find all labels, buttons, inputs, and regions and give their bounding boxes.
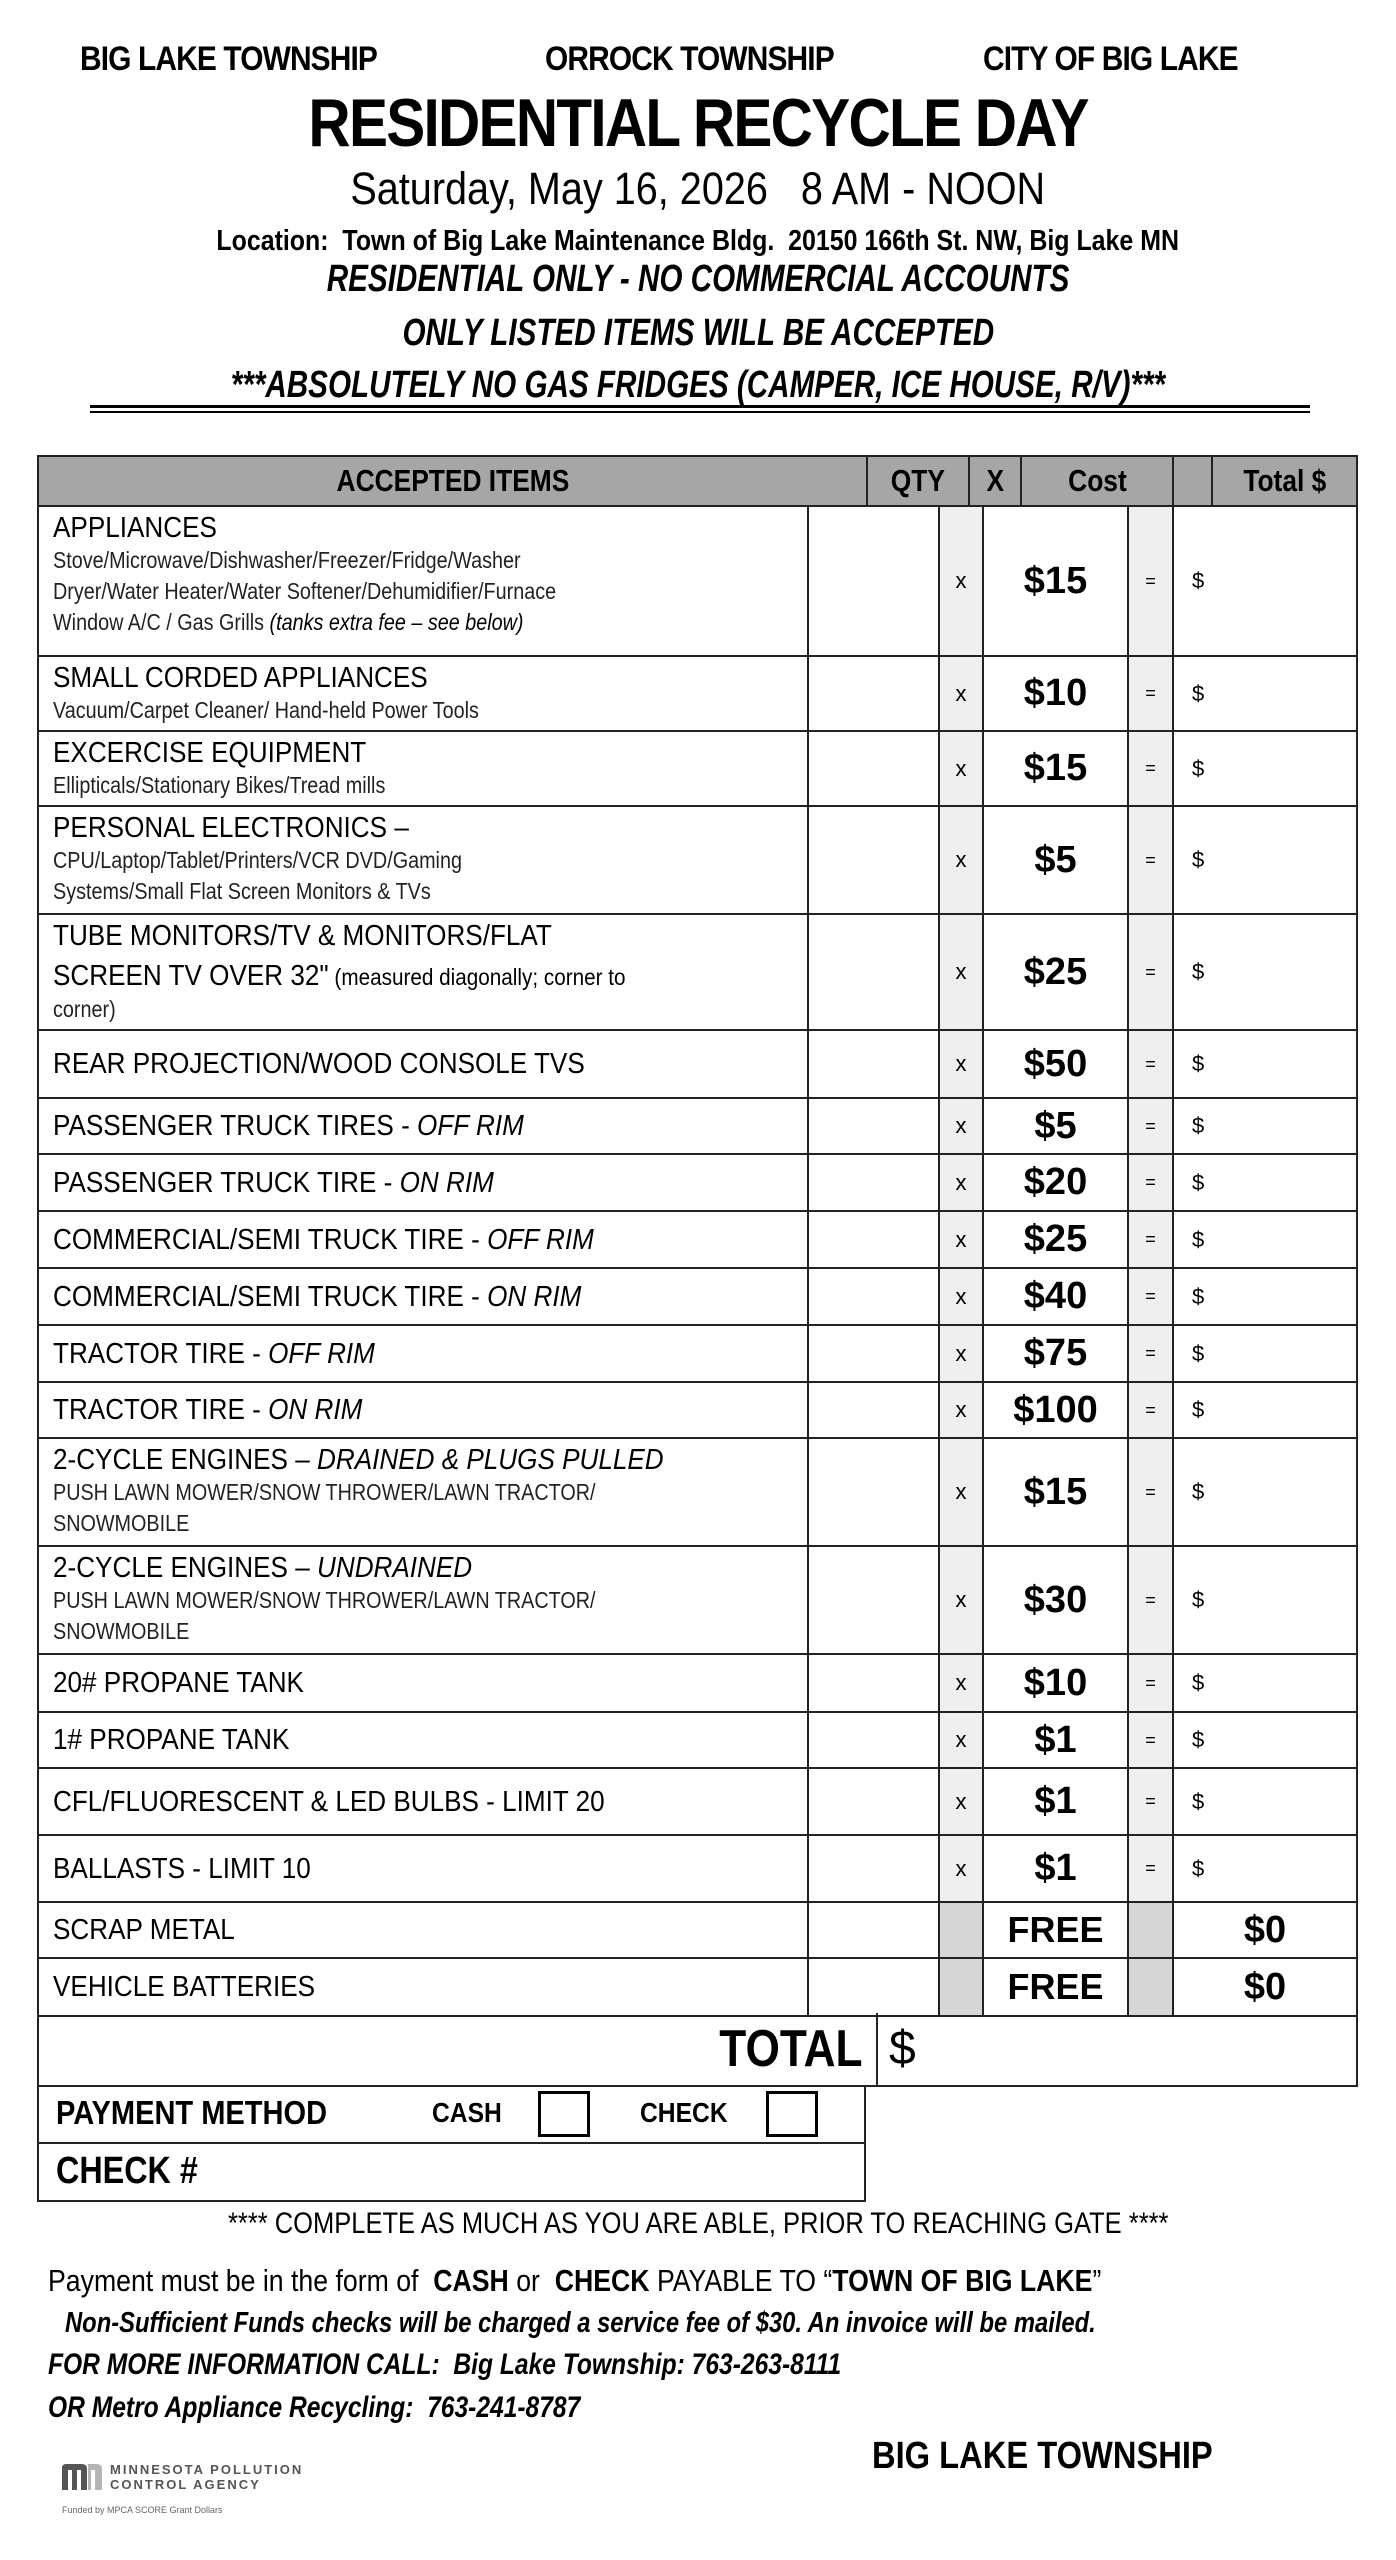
item-name-qualifier: ON RIM xyxy=(268,1394,363,1426)
funding-note: Funded by MPCA SCORE Grant Dollars xyxy=(62,2505,223,2515)
item-name xyxy=(53,919,552,953)
item-description-line xyxy=(53,695,701,726)
column-header-text: Total $ xyxy=(1243,463,1326,498)
table-row xyxy=(39,1713,1356,1769)
table-row xyxy=(39,657,1356,732)
equals-sign: = xyxy=(1129,1383,1174,1437)
notice-text: ONLY LISTED ITEMS WILL BE ACCEPTED xyxy=(402,312,994,354)
item-name-text: 20# PROPANE TANK xyxy=(53,1667,304,1699)
item-cost: $100 xyxy=(984,1383,1129,1437)
quantity-field[interactable] xyxy=(809,1155,940,1210)
quantity-field[interactable] xyxy=(809,1031,940,1097)
org-city-of-big-lake: CITY OF BIG LAKE xyxy=(983,40,1238,78)
item-cell xyxy=(39,1836,809,1901)
payment-method-label-text: PAYMENT METHOD xyxy=(56,2094,328,2131)
item-cost: $20 xyxy=(984,1155,1129,1210)
total-row xyxy=(37,2013,1358,2087)
item-cell xyxy=(39,1547,809,1653)
item-cost: $10 xyxy=(984,1655,1129,1711)
item-name-text: PASSENGER TRUCK TIRES - xyxy=(53,1110,418,1142)
item-cell xyxy=(39,732,809,805)
column-header-text: X xyxy=(986,463,1004,498)
item-name-text: SMALL CORDED APPLIANCES xyxy=(53,662,428,694)
item-cell xyxy=(39,1269,809,1324)
nsf-fee-note: Non-Sufficient Funds checks will be charged a service fee of $30. An invoice will be mailed. xyxy=(65,2307,1096,2339)
payment-or: or xyxy=(508,2263,555,2298)
quantity-field[interactable] xyxy=(809,1099,940,1153)
total-label-text: TOTAL xyxy=(718,2020,862,2078)
multiply-sign: x xyxy=(940,1383,984,1437)
column-header-total xyxy=(1213,457,1356,505)
table-row xyxy=(39,1099,1356,1155)
payment-check: CHECK xyxy=(554,2263,650,2298)
multiply-sign: x xyxy=(940,1655,984,1711)
column-header-qty xyxy=(868,457,970,505)
equals-sign: = xyxy=(1129,1031,1174,1097)
item-description-text: Systems/Small Flat Screen Monitors & TVs xyxy=(53,878,431,904)
item-name xyxy=(53,1109,524,1143)
table-row xyxy=(39,1655,1356,1713)
table-row xyxy=(39,1326,1356,1383)
item-name xyxy=(53,811,409,845)
event-location-text: Location: Town of Big Lake Maintenance Bldg. 20150 166th St. NW, Big Lake MN xyxy=(216,225,1180,257)
quantity-field[interactable] xyxy=(809,1383,940,1437)
line-total-field[interactable]: $ xyxy=(1192,959,1205,984)
contact-big-lake-township: FOR MORE INFORMATION CALL: Big Lake Township: 763-263-8111 xyxy=(48,2348,842,2381)
item-cell xyxy=(39,657,809,730)
item-description-text: Vacuum/Carpet Cleaner/ Hand-held Power Tools xyxy=(53,697,479,723)
table-body xyxy=(39,507,1356,2015)
item-name-text: TRACTOR TIRE - xyxy=(53,1394,269,1426)
item-cell xyxy=(39,1655,809,1711)
item-cost: $1 xyxy=(984,1836,1129,1901)
item-cost: FREE xyxy=(984,1903,1129,1957)
item-name-qualifier: DRAINED & PLUGS PULLED xyxy=(316,1444,664,1476)
notice-listed-items-only xyxy=(0,312,1396,355)
item-name xyxy=(53,1785,605,1819)
item-cost: $10 xyxy=(984,657,1129,730)
item-name-text: PASSENGER TRUCK TIRE - xyxy=(53,1166,400,1199)
mpca-logo-line1: MINNESOTA POLLUTION xyxy=(110,2462,304,2477)
multiply-sign xyxy=(940,1959,984,2015)
item-name xyxy=(53,1666,304,1700)
item-description-line xyxy=(53,576,701,607)
item-name-qualifier: OFF RIM xyxy=(268,1337,375,1370)
item-cell xyxy=(39,1439,809,1545)
equals-sign: = xyxy=(1129,507,1174,655)
quantity-field[interactable] xyxy=(809,1655,940,1711)
item-description-line xyxy=(53,545,701,576)
table-row xyxy=(39,1031,1356,1099)
item-cost: $1 xyxy=(984,1713,1129,1767)
table-row xyxy=(39,1439,1356,1547)
quantity-field[interactable] xyxy=(809,1836,940,1901)
multiply-sign: x xyxy=(940,507,984,655)
item-name xyxy=(53,1393,362,1427)
page-title xyxy=(0,84,1396,162)
equals-sign: = xyxy=(1129,1713,1174,1767)
item-name-qualifier: ON RIM xyxy=(399,1166,494,1199)
item-description-text: SNOWMOBILE xyxy=(53,1618,190,1644)
payment-instructions xyxy=(48,2263,1101,2299)
notice-text: RESIDENTIAL ONLY - NO COMMERCIAL ACCOUNTS xyxy=(326,258,1070,300)
equals-sign: = xyxy=(1129,1212,1174,1267)
item-cost: $15 xyxy=(984,1439,1129,1545)
quantity-field[interactable] xyxy=(809,1769,940,1834)
line-total-field: $0 xyxy=(1243,1908,1287,1951)
equals-sign: = xyxy=(1129,915,1174,1029)
complete-before-gate-note xyxy=(0,2207,1396,2241)
quantity-field[interactable] xyxy=(809,1212,940,1267)
cash-label-text: CASH xyxy=(432,2097,502,2128)
cash-checkbox[interactable] xyxy=(538,2091,590,2137)
table-row xyxy=(39,1383,1356,1439)
item-name-qualifier: OFF RIM xyxy=(417,1110,524,1142)
item-name xyxy=(53,1280,581,1314)
table-row xyxy=(39,915,1356,1031)
multiply-sign: x xyxy=(940,1326,984,1381)
item-cell xyxy=(39,915,809,1029)
line-total-field[interactable]: $ xyxy=(1192,1169,1205,1195)
item-name-text: PERSONAL ELECTRONICS – xyxy=(53,812,409,844)
item-description-text: PUSH LAWN MOWER/SNOW THROWER/LAWN TRACTOR/ xyxy=(53,1479,596,1505)
item-cost: FREE xyxy=(984,1959,1129,2015)
item-cost: $50 xyxy=(984,1031,1129,1097)
quantity-field[interactable] xyxy=(809,657,940,730)
table-row xyxy=(39,807,1356,915)
item-cost: $75 xyxy=(984,1326,1129,1381)
multiply-sign: x xyxy=(940,1269,984,1324)
multiply-sign: x xyxy=(940,732,984,805)
equals-sign: = xyxy=(1129,1769,1174,1834)
equals-sign: = xyxy=(1129,1655,1174,1711)
line-total-field: $0 xyxy=(1243,1965,1287,2008)
multiply-sign: x xyxy=(940,1713,984,1767)
column-header-x xyxy=(970,457,1022,505)
table-row xyxy=(39,1269,1356,1326)
item-name-qualifier: UNDRAINED xyxy=(316,1552,473,1584)
column-header-text: QTY xyxy=(890,463,946,498)
line-total-field[interactable]: $ xyxy=(1192,1283,1205,1309)
item-name-text: TRACTOR TIRE - xyxy=(53,1337,269,1370)
multiply-sign: x xyxy=(940,657,984,730)
item-name-text: BALLASTS - LIMIT 10 xyxy=(53,1852,311,1885)
multiply-sign: x xyxy=(940,915,984,1029)
line-total-field[interactable]: $ xyxy=(1192,1397,1205,1422)
line-total-field[interactable]: $ xyxy=(1192,680,1205,706)
table-row xyxy=(39,1959,1356,2015)
table-row xyxy=(39,1903,1356,1959)
item-description-line xyxy=(53,1616,701,1647)
item-cost: $15 xyxy=(984,732,1129,805)
equals-sign: = xyxy=(1129,1836,1174,1901)
item-cost: $5 xyxy=(984,807,1129,913)
payment-payee: TOWN OF BIG LAKE xyxy=(832,2263,1093,2298)
item-cost: $30 xyxy=(984,1547,1129,1653)
item-description-line xyxy=(53,845,701,876)
mpca-logo-text xyxy=(110,2462,303,2492)
item-cell xyxy=(39,1713,809,1767)
item-description-text: Dryer/Water Heater/Water Softener/Dehumidifier/Furnace xyxy=(53,578,557,604)
quantity-field[interactable] xyxy=(809,1713,940,1767)
payment-method-row xyxy=(37,2086,866,2144)
column-header-blank xyxy=(1174,457,1213,505)
accepted-items-table xyxy=(37,455,1358,2017)
line-total-field[interactable]: $ xyxy=(1192,1113,1205,1138)
double-underline-divider xyxy=(90,405,1310,413)
item-name xyxy=(53,736,366,770)
quantity-field[interactable] xyxy=(809,915,940,1029)
item-description-text: Stove/Microwave/Dishwasher/Freezer/Fridge/Washer xyxy=(53,547,521,573)
org-big-lake-township: BIG LAKE TOWNSHIP xyxy=(80,40,377,78)
payment-close-quote: ” xyxy=(1092,2263,1102,2298)
item-size-note: (measured diagonally; corner to xyxy=(328,964,626,990)
equals-sign: = xyxy=(1129,1155,1174,1210)
item-name-text: EXCERCISE EQUIPMENT xyxy=(53,737,367,769)
item-name xyxy=(53,1047,585,1081)
quantity-field[interactable] xyxy=(809,1326,940,1381)
table-row xyxy=(39,1155,1356,1212)
notice-text: ***ABSOLUTELY NO GAS FRIDGES (CAMPER, ICE HOUSE, R/V)*** xyxy=(230,364,1166,406)
item-description-line xyxy=(53,770,701,801)
quantity-field xyxy=(809,1959,940,2015)
item-name-qualifier: ON RIM xyxy=(487,1280,582,1313)
column-header-cost xyxy=(1022,457,1174,505)
multiply-sign xyxy=(940,1903,984,1957)
item-name-qualifier: OFF RIM xyxy=(487,1223,594,1256)
column-header-accepted-items xyxy=(39,457,868,505)
item-name xyxy=(53,1913,235,1947)
equals-sign: = xyxy=(1129,807,1174,913)
item-cell xyxy=(39,1212,809,1267)
item-description-text: PUSH LAWN MOWER/SNOW THROWER/LAWN TRACTOR/ xyxy=(53,1587,596,1613)
notice-no-gas-fridges xyxy=(0,364,1396,407)
equals-sign: = xyxy=(1129,1269,1174,1324)
footer-organization: BIG LAKE TOWNSHIP xyxy=(872,2435,1213,2477)
table-row xyxy=(39,1212,1356,1269)
payment-cash: CASH xyxy=(433,2263,509,2298)
multiply-sign: x xyxy=(940,1099,984,1153)
table-row xyxy=(39,732,1356,807)
item-cell xyxy=(39,1155,809,1210)
check-number-field[interactable] xyxy=(37,2143,866,2202)
equals-sign: = xyxy=(1129,1326,1174,1381)
item-cell xyxy=(39,1383,809,1437)
event-date-time xyxy=(0,163,1396,215)
item-name xyxy=(53,1443,664,1477)
item-cell xyxy=(39,1031,809,1097)
item-name-text: 2-CYCLE ENGINES – xyxy=(53,1444,317,1476)
item-name-text: SCRAP METAL xyxy=(53,1914,235,1946)
org-orrock-township: ORROCK TOWNSHIP xyxy=(545,40,834,78)
item-description-line xyxy=(53,876,701,907)
equals-sign: = xyxy=(1129,1547,1174,1653)
check-label-text: CHECK xyxy=(640,2097,728,2128)
item-cell xyxy=(39,1769,809,1834)
contact-metro-appliance-recycling: OR Metro Appliance Recycling: 763-241-8787 xyxy=(48,2391,581,2424)
check-checkbox[interactable] xyxy=(766,2091,818,2137)
payment-payable: PAYABLE TO “ xyxy=(649,2263,833,2298)
item-name-text: 2-CYCLE ENGINES – xyxy=(53,1552,317,1584)
item-name-text: CFL/FLUORESCENT & LED BULBS - LIMIT 20 xyxy=(53,1785,605,1818)
item-cell xyxy=(39,1326,809,1381)
item-description-line xyxy=(53,1585,701,1616)
item-name xyxy=(53,1852,311,1886)
total-amount-field[interactable]: $ xyxy=(889,2022,916,2075)
equals-sign: = xyxy=(1129,1439,1174,1545)
quantity-field[interactable] xyxy=(809,807,940,913)
item-cost: $5 xyxy=(984,1099,1129,1153)
item-description-text: Window A/C / Gas Grills xyxy=(53,609,270,635)
mpca-mn-logo-icon xyxy=(62,2464,102,2490)
multiply-sign: x xyxy=(940,1769,984,1834)
item-description-text: CPU/Laptop/Tablet/Printers/VCR DVD/Gaming xyxy=(53,847,462,873)
total-label xyxy=(39,2013,878,2085)
item-name-text: COMMERCIAL/SEMI TRUCK TIRE - xyxy=(53,1223,488,1256)
event-location xyxy=(0,225,1396,258)
item-cell xyxy=(39,1903,809,1957)
equals-sign xyxy=(1129,1903,1174,1957)
line-total-field[interactable]: $ xyxy=(1192,755,1205,781)
item-name xyxy=(53,1166,494,1200)
multiply-sign: x xyxy=(940,1547,984,1653)
quantity-field[interactable] xyxy=(809,1547,940,1653)
item-name xyxy=(53,1970,315,2004)
item-name xyxy=(53,661,428,695)
table-header-row xyxy=(39,457,1356,507)
quantity-field xyxy=(809,1903,940,1957)
item-name-text: TUBE MONITORS/TV & MONITORS/FLAT xyxy=(53,920,552,952)
quantity-field[interactable] xyxy=(809,1439,940,1545)
quantity-field[interactable] xyxy=(809,732,940,805)
quantity-field[interactable] xyxy=(809,507,940,655)
equals-sign: = xyxy=(1129,657,1174,730)
item-cell xyxy=(39,807,809,913)
item-name xyxy=(53,1223,594,1257)
item-name xyxy=(53,1551,472,1585)
equals-sign: = xyxy=(1129,732,1174,805)
item-cost: $40 xyxy=(984,1269,1129,1324)
item-name-line2 xyxy=(53,959,732,994)
item-cost: $25 xyxy=(984,1212,1129,1267)
item-cell xyxy=(39,1099,809,1153)
item-name-text: COMMERCIAL/SEMI TRUCK TIRE - xyxy=(53,1280,488,1313)
check-number-label: CHECK # xyxy=(56,2150,198,2192)
item-name xyxy=(53,511,217,545)
line-total-field[interactable]: $ xyxy=(1192,1226,1205,1252)
item-cost: $1 xyxy=(984,1769,1129,1834)
item-name-text: VEHICLE BATTERIES xyxy=(53,1971,316,2003)
line-total-field[interactable]: $ xyxy=(1192,1727,1205,1752)
multiply-sign: x xyxy=(940,807,984,913)
multiply-sign: x xyxy=(940,1212,984,1267)
line-total-field[interactable]: $ xyxy=(1192,1855,1205,1881)
complete-note-text: **** COMPLETE AS MUCH AS YOU ARE ABLE, PRIOR TO REACHING GATE **** xyxy=(227,2207,1169,2240)
multiply-sign: x xyxy=(940,1836,984,1901)
table-row xyxy=(39,507,1356,657)
equals-sign xyxy=(1129,1959,1174,2015)
quantity-field[interactable] xyxy=(809,1269,940,1324)
item-cell xyxy=(39,1959,809,2015)
line-total-field[interactable]: $ xyxy=(1192,1479,1205,1504)
multiply-sign: x xyxy=(940,1439,984,1545)
item-description-text: SNOWMOBILE xyxy=(53,1510,190,1536)
event-date-time-text: Saturday, May 16, 2026 8 AM - NOON xyxy=(350,163,1046,214)
item-name xyxy=(53,1723,289,1757)
item-size-note-cont: corner) xyxy=(53,996,116,1022)
multiply-sign: x xyxy=(940,1031,984,1097)
item-description-note: (tanks extra fee – see below) xyxy=(269,609,524,635)
item-cost: $25 xyxy=(984,915,1129,1029)
line-total-field[interactable]: $ xyxy=(1192,1670,1205,1695)
mpca-logo-line2: CONTROL AGENCY xyxy=(110,2477,261,2492)
line-total-field[interactable]: $ xyxy=(1192,847,1205,872)
item-name-text: REAR PROJECTION/WOOD CONSOLE TVS xyxy=(53,1048,585,1080)
line-total-field[interactable]: $ xyxy=(1192,1587,1205,1612)
item-cell xyxy=(39,507,809,655)
notice-residential-only xyxy=(0,258,1396,301)
table-row xyxy=(39,1547,1356,1655)
line-total-field[interactable]: $ xyxy=(1192,568,1205,593)
item-name-text: 1# PROPANE TANK xyxy=(53,1724,290,1756)
item-name-line2-text: SCREEN TV OVER 32" xyxy=(53,960,329,992)
column-header-text: Cost xyxy=(1067,463,1127,498)
equals-sign: = xyxy=(1129,1099,1174,1153)
table-row xyxy=(39,1836,1356,1903)
item-cost: $15 xyxy=(984,507,1129,655)
item-description-line xyxy=(53,607,701,638)
item-description-line xyxy=(53,1477,701,1508)
line-total-field[interactable]: $ xyxy=(1192,1340,1205,1366)
column-header-text: ACCEPTED ITEMS xyxy=(336,463,569,498)
item-description-line xyxy=(53,1508,701,1539)
item-description-text: Ellipticals/Stationary Bikes/Tread mills xyxy=(53,772,386,798)
line-total-field[interactable]: $ xyxy=(1192,1788,1205,1814)
multiply-sign: x xyxy=(940,1155,984,1210)
payment-prefix: Payment must be in the form of xyxy=(48,2263,434,2298)
item-name xyxy=(53,1337,375,1371)
line-total-field[interactable]: $ xyxy=(1192,1051,1205,1076)
page-title-text: RESIDENTIAL RECYCLE DAY xyxy=(308,85,1088,161)
item-name-text: APPLIANCES xyxy=(53,512,217,544)
table-row xyxy=(39,1769,1356,1836)
